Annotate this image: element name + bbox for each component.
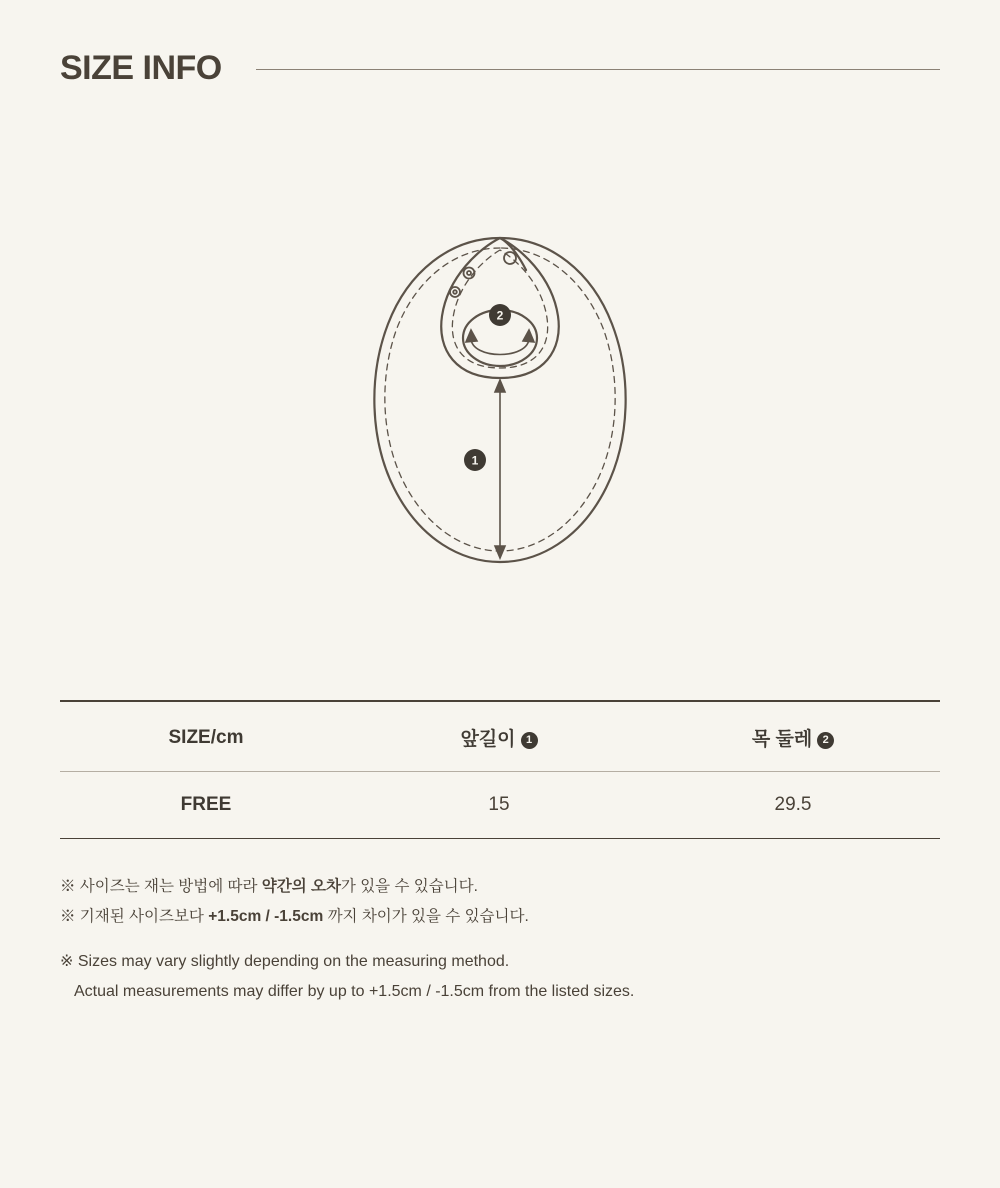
note-ko-1-prefix: ※ 사이즈는 재는 방법에 따라 [60,878,262,895]
table-header-neck [646,701,940,772]
notes-section [60,872,940,1007]
note-ko-2-prefix: ※ 기재된 사이즈보다 [60,908,209,925]
table-header-size [60,701,352,772]
marker-2-badge: 2 [817,732,834,749]
product-diagram [330,220,670,600]
cell-neck-circumference: 29.5 [646,772,940,839]
table-header-neck-label: 목 둘레 [751,729,813,750]
note-ko-1 [60,872,940,902]
page-title: SIZE INFO [60,48,222,87]
note-en-1: ※ Sizes may vary slightly depending on the measuring method. [60,953,510,970]
table-header-size-label: SIZE/cm [168,726,244,748]
table-row [60,772,940,839]
notes-english [60,947,940,1007]
marker-1-label: 1 [471,453,479,468]
note-ko-1-bold: 약간의 오차 [261,878,341,895]
marker-2-label: 2 [496,308,504,323]
note-ko-2-suffix: 까지 차이가 있을 수 있습니다. [323,908,529,925]
note-ko-1-suffix: 가 있을 수 있습니다. [340,878,478,895]
marker-1-badge: 1 [521,732,538,749]
note-en-2: Actual measurements may differ by up to +1.5cm / -1.5cm from the listed sizes. [74,983,635,1000]
size-table [60,700,940,839]
table-header-front-length-label: 앞길이 [460,729,516,750]
table-header-row [60,701,940,772]
table-header-front-length [352,701,646,772]
cell-front-length: 15 [352,772,646,839]
cell-size: FREE [60,772,352,839]
note-ko-2 [60,902,940,932]
header-divider [256,69,940,70]
page-header [60,42,940,94]
note-ko-2-bold: +1.5cm / -1.5cm [208,908,324,925]
